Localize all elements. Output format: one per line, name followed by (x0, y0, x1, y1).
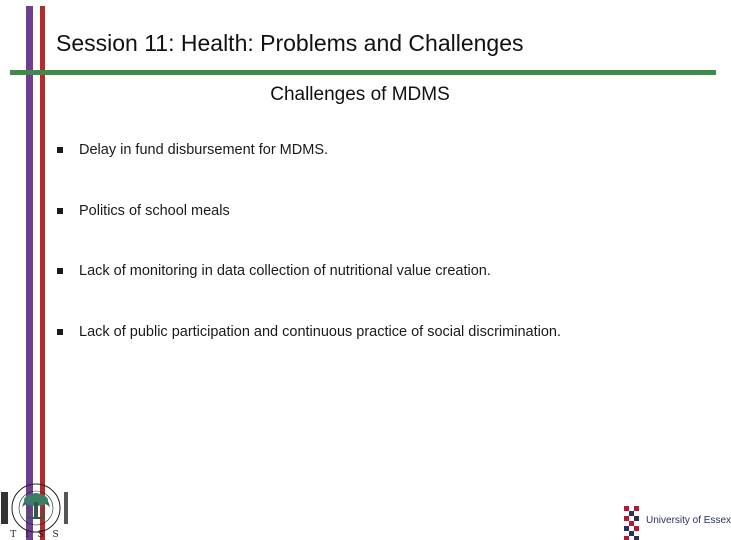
slide-title: Session 11: Health: Problems and Challenges (56, 30, 524, 56)
slide-subtitle (0, 84, 720, 106)
bullet-item (57, 201, 707, 221)
bullet-text: Politics of school meals (79, 202, 230, 219)
bullet-item (57, 261, 707, 281)
bullet-marker-icon (57, 268, 63, 274)
bullet-text: Delay in fund disbursement for MDMS. (79, 142, 329, 158)
bullet-text: Lack of monitoring in data collection of nutritional value creation. (79, 263, 491, 280)
bullet-list (57, 140, 707, 342)
bullet-item (57, 140, 707, 160)
bullet-item (57, 322, 707, 342)
bullet-marker-icon (57, 147, 63, 153)
slide-subtitle-text: Challenges of MDMS (270, 84, 450, 105)
essex-wordmark: University of Essex (646, 515, 731, 526)
svg-text:T I S S: T I S S (10, 530, 62, 540)
bullet-text: Lack of public participation and continuous practice of social discrimination. (79, 323, 561, 340)
tiss-logo (0, 478, 72, 540)
green-horizontal-rule (10, 70, 716, 75)
bullet-marker-icon (57, 208, 63, 214)
bullet-marker-icon (57, 329, 63, 335)
